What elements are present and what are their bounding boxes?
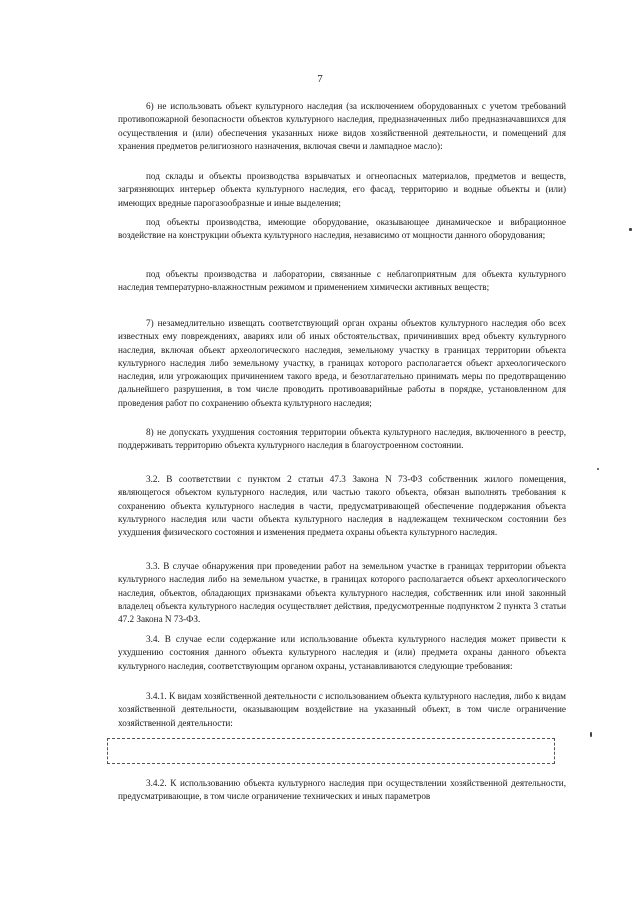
paragraph-item-6: 6) не использовать объект культурного наследия (за исключением оборудованных с учетом требований противопожарной безопасности объектов культурного наследия, предназначенных либо предназначавшихся для осуществления и (или) обеспечения указанных ниже видов хозяйственной деятельности, и помещений для хранения предметов религиозного назначения, включая свечи и лампадное масло): <box>118 101 566 151</box>
paragraph-3-2: 3.2. В соответствии с пунктом 2 статьи 47.3 Закона N 73-ФЗ собственник жилого помещения, являющегося объектом культурного наследия, или частью такого объекта, обязан выполнять требования к сохранению объекта культурного наследия в части, предусматривающей обеспечение поддержания объекта культурного наследия или части объекта культурного наследия в надлежащем техническом состоянии без ухудшения физического состояния и изменения предмета охраны объекта культурного наследия. <box>118 474 566 538</box>
scan-speck <box>629 228 632 231</box>
paragraph-3-4-2: 3.4.2. К использованию объекта культурного наследия при осуществлении хозяйственной деятельности, предусматривающие, в том числе ограничение технических и иных параметров <box>118 778 566 802</box>
scan-speck <box>597 468 599 470</box>
paragraph-3-3: 3.3. В случае обнаружения при проведении работ на земельном участке в границах территории объекта культурного наследия либо на земельном участке, в границах которого располагается объект археологического наследия, объектов, обладающих признаками объекта культурного наследия, собственник или иной законный владелец объекта культурного наследия осуществляет действия, предусмотренные подпунктом 2 пункта 3 статьи 47.2 Закона N 73-ФЗ. <box>118 561 566 625</box>
paragraph-item-7: 7) незамедлительно извещать соответствующий орган охраны объектов культурного наследия обо всех известных ему повреждениях, авариях или об иных обстоятельствах, причинивших вред объекту культурного наследия, включая объект археологического наследия, земельному участку в границах территории объекта культурного наследия либо земельному участку, в границах которого располагается объект археологического наследия, или угрожающих причинением такого вреда, и безотлагательно принимать меры по предотвращению дальнейшего разрушения, в том числе проводить противоаварийные работы в порядке, установленном для проведения работ по сохранению объекта культурного наследия; <box>118 318 566 408</box>
scan-speck <box>590 732 592 737</box>
page-number: 7 <box>317 73 323 85</box>
paragraph-warehouses: под склады и объекты производства взрывчатых и огнеопасных материалов, предметов и веществ, загрязняющих интерьер объекта культурного наследия, его фасад, территорию и водные объекты и (или) имеющих вредные парогазообразные и иные выделения; <box>118 171 566 208</box>
paragraph-3-4: 3.4. В случае если содержание или использование объекта культурного наследия может привести к ухудшению состояния данного объекта культурного наследия и (или) предмета охраны данного объекта культурного наследия, соответствующим органом охраны, устанавливаются следующие требования: <box>118 634 566 671</box>
paragraph-item-8: 8) не допускать ухудшения состояния территории объекта культурного наследия, включенного в реестр, поддерживать территорию объекта культурного наследия в благоустроенном состоянии. <box>118 427 566 451</box>
empty-requirements-field <box>107 738 555 764</box>
paragraph-laboratories: под объекты производства и лаборатории, связанные с неблагоприятным для объекта культурного наследия температурно-влажностным режимом и применением химически активных веществ; <box>118 269 566 293</box>
paragraph-3-4-1: 3.4.1. К видам хозяйственной деятельности с использованием объекта культурного наследия, либо к видам хозяйственной деятельности, оказывающим воздействие на указанный объект, в том числе ограничение хозяйственной деятельности: <box>118 691 566 728</box>
paragraph-production-objects: под объекты производства, имеющие оборудование, оказывающее динамическое и вибрационное воздействие на конструкции объекта культурного наследия, независимо от мощности данного оборудования; <box>118 217 566 241</box>
